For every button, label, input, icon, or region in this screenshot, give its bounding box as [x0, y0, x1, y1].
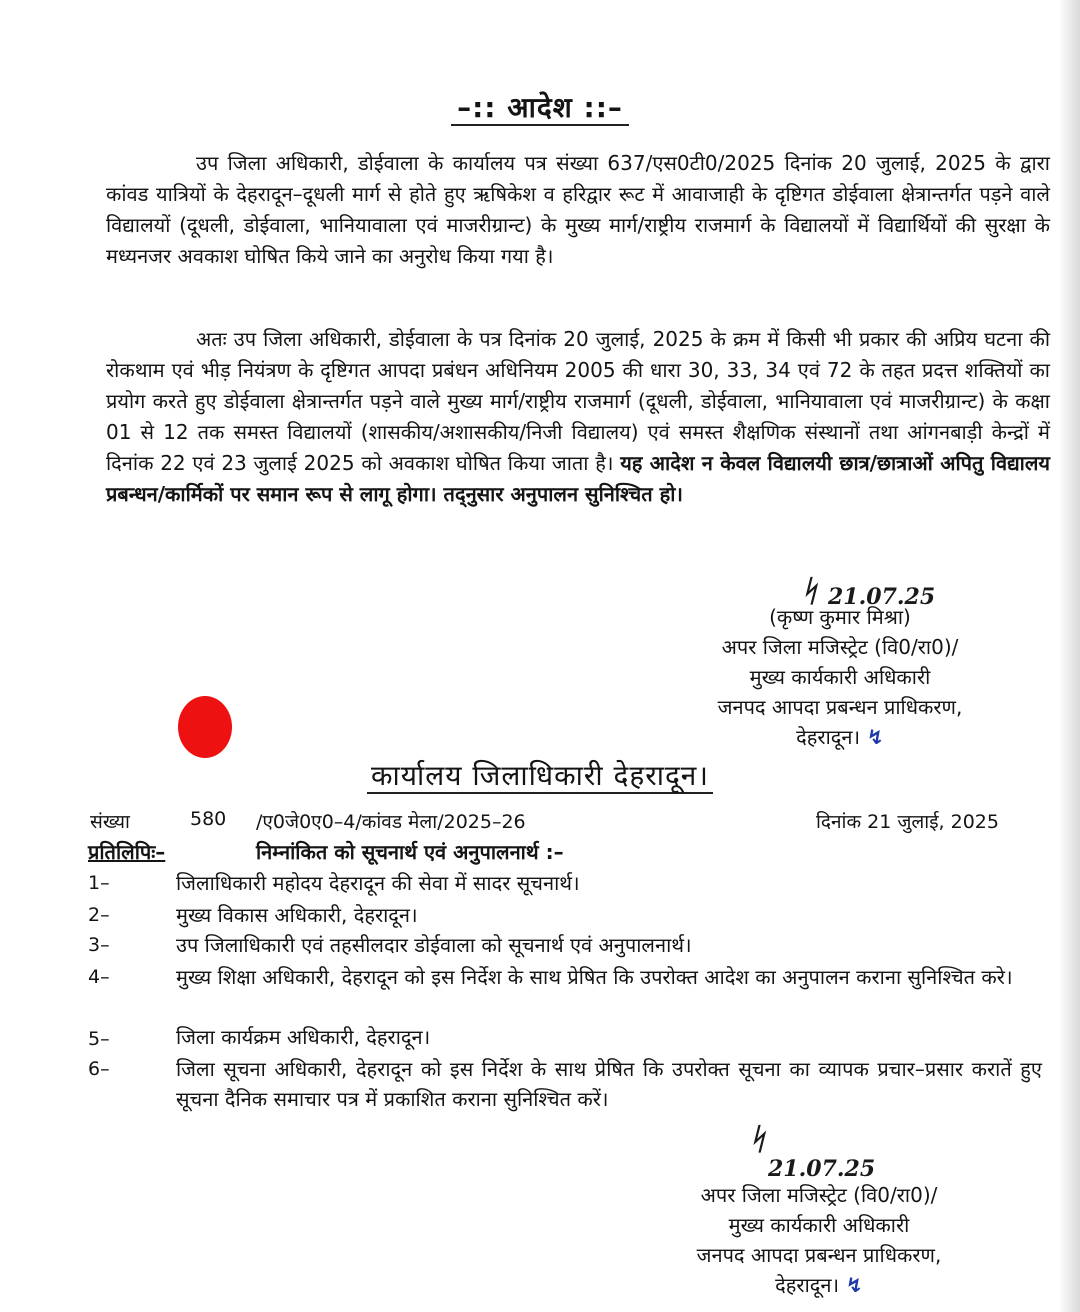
- list-item-number: 2–: [88, 904, 110, 926]
- order-paragraph-2: अतः उप जिला अधिकारी, डोईवाला के पत्र दिनांक 20 जुलाई, 2025 के क्रम में किसी भी प्रकार की अप्रिय घटना की रोकथाम एवं भीड़ नियंत्रण के दृष्टिगत आपदा प्रबंधन अधिनियम 2005 की धारा 30, 33, 34 एवं 72 के तहत प्रदत्त शक्तियों का प्रयोग करते हुए डोईवाला क्षेत्रान्तर्गत पड़ने वाले मुख्य मार्ग/राष्ट्रीय राजमार्ग (दूधली, डोईवाला, भानियावाला एवं माजरीग्रान्ट) के कक्षा 01 से 12 तक समस्त विद्यालयों (शासकीय/अशासकीय/निजी विद्यालय) एवं समस्त शैक्षणिक संस्थानों तथा आंगनबाड़ी केन्द्रों में दिनांक 22 एवं 23 जुलाई 2025 को अवकाश घोषित किया जाता है। यह आदेश न केवल विद्यालयी छात्र/छात्राओं अपितु विद्यालय प्रबन्धन/कार्मिकों पर समान रूप से लागू होगा। तद्नुसार अनुपालन सुनिश्चित हो।: [106, 327, 1051, 506]
- signatory-role: मुख्य कार्यकारी अधिकारी: [749, 665, 931, 689]
- order-emphasis: यह आदेश न केवल विद्यालयी छात्र/छात्राओं अपितु विद्यालय प्रबन्धन/कार्मिकों पर समान रूप से लागू होगा। तद्नुसार अनुपालन सुनिश्चित हो।: [106, 451, 1051, 506]
- signatory-authority: जनपद आपदा प्रबन्धन प्राधिकरण,: [696, 1243, 942, 1267]
- page-edge-shadow: [1058, 0, 1080, 1312]
- order-paragraph-1: उप जिला अधिकारी, डोईवाला के कार्यालय पत्र संख्या 637/एस0टी0/2025 दिनांक 20 जुलाई, 2025 के द्वारा कांवड यात्रियों के देहरादून–दूधली मार्ग से होते हुए ऋषिकेश व हरिद्वार रूट में आवाजाही के दृष्टिगत डोईवाला क्षेत्रान्तर्गत पड़ने वाले विद्यालयों (दूधली, डोईवाला, भानियावाला एवं माजरीग्रान्ट) के मुख्य मार्ग/राष्ट्रीय राजमार्ग के विद्यालयों में विद्यार्थियों की सुरक्षा के मध्यनजर अवकाश घोषित किये जाने का अनुरोध किया गया है।: [106, 151, 1050, 268]
- signatory-name: (कृष्ण कुमार मिश्रा): [769, 605, 911, 629]
- order-heading: –:: आदेश ::–: [0, 88, 1080, 126]
- signatory-block-2: [654, 1180, 984, 1300]
- list-item-number: 5–: [88, 1028, 110, 1050]
- list-item-number: 6–: [88, 1058, 110, 1080]
- list-item: उप जिलाधिकारी एवं तहसीलदार डोईवाला को सूचनार्थ एवं अनुपालनार्थ।: [176, 933, 692, 957]
- signatory-designation: अपर जिला मजिस्ट्रेट (वि0/रा0)/: [700, 1183, 938, 1207]
- initial-tick-icon: ↯: [860, 725, 884, 749]
- ref-label: संख्या: [90, 811, 130, 833]
- ref-date: दिनांक 21 जुलाई, 2025: [816, 811, 999, 833]
- copy-title: निम्नांकित को सूचनार्थ एवं अनुपालनार्थ :–: [256, 840, 564, 864]
- list-item: मुख्य शिक्षा अधिकारी, देहरादून को इस निर्देश के साथ प्रेषित कि उपरोक्त आदेश का अनुपालन कराना सुनिश्चित करे।: [176, 965, 1013, 989]
- office-title: कार्यालय जिलाधिकारी देहरादून।: [0, 756, 1080, 794]
- signatory-designation: अपर जिला मजिस्ट्रेट (वि0/रा0)/: [721, 635, 959, 659]
- list-item: जिलाधिकारी महोदय देहरादून की सेवा में सादर सूचनार्थ।: [176, 871, 580, 895]
- signatory-block-1: [680, 602, 1000, 752]
- signature-mark-2: ᛋ: [748, 1122, 766, 1157]
- copy-label: प्रतिलिपिः–: [88, 840, 166, 864]
- signature-date-2: 21.07.25: [768, 1156, 876, 1182]
- list-item-number: 3–: [88, 934, 110, 956]
- list-item-number: 1–: [88, 872, 110, 894]
- ref-path: /ए0जे0ए0–4/कांवड मेला/2025–26: [256, 811, 526, 833]
- list-item: मुख्य विकास अधिकारी, देहरादून।: [176, 903, 418, 927]
- list-item: जिला सूचना अधिकारी, देहरादून को इस निर्देश के साथ प्रेषित कि उपरोक्त सूचना का व्यापक प्रचार–प्रसार करातें हुए सूचना दैनिक समाचार पत्र में प्रकाशित कराना सुनिश्चित करें।: [176, 1057, 1042, 1111]
- signatory-role: मुख्य कार्यकारी अधिकारी: [728, 1213, 910, 1237]
- signatory-authority: जनपद आपदा प्रबन्धन प्राधिकरण,: [717, 695, 963, 719]
- initial-tick-icon: ↯: [839, 1273, 863, 1297]
- signature-mark-1: ᛋ: [800, 574, 818, 609]
- list-item: जिला कार्यक्रम अधिकारी, देहरादून।: [176, 1025, 431, 1049]
- ref-number: 580: [190, 808, 227, 830]
- signatory-place: देहरादून। ↯: [796, 725, 884, 749]
- signature-date-1: 21.07.25: [828, 584, 936, 610]
- list-item-number: 4–: [88, 966, 110, 988]
- signatory-place: देहरादून। ↯: [775, 1273, 863, 1297]
- red-redaction-mark: [178, 696, 232, 758]
